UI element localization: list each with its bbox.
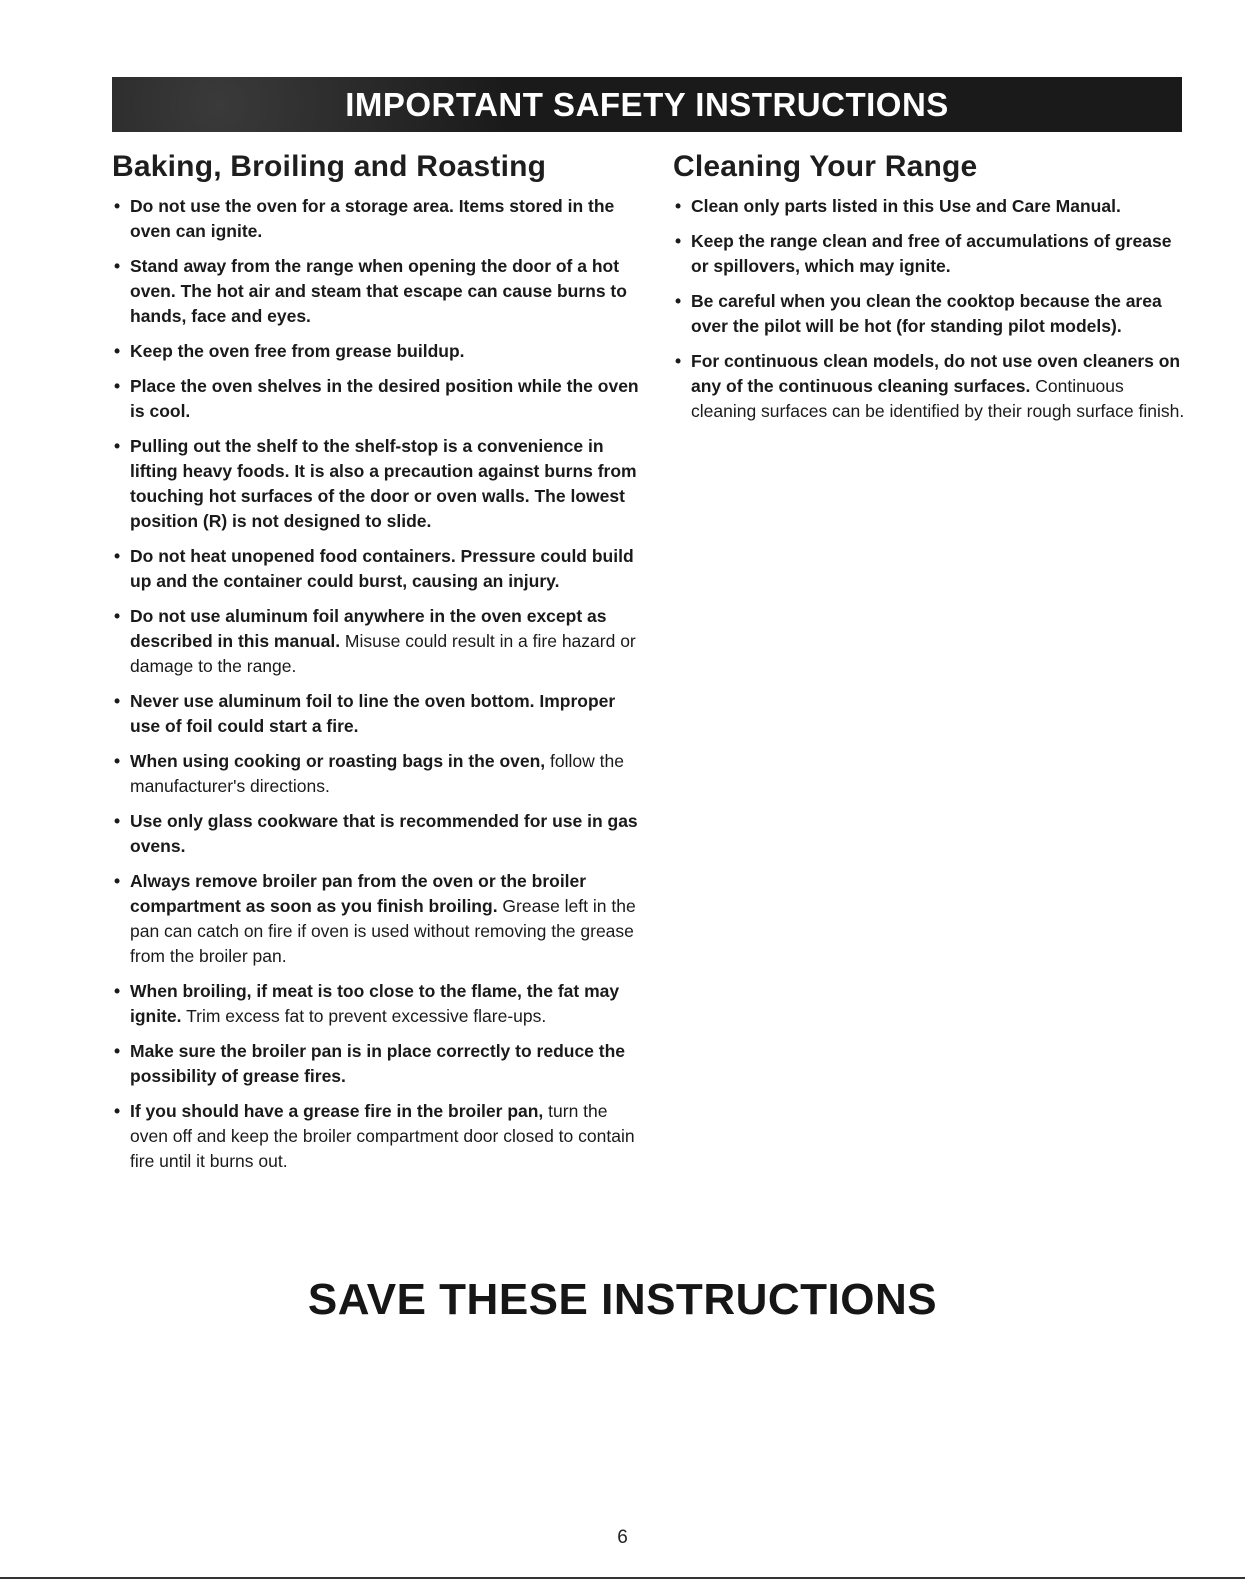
list-item: • Make sure the broiler pan is in place correctly to reduce the possibility of grease fires. (112, 1039, 647, 1089)
list-item: • Be careful when you clean the cooktop because the area over the pilot will be hot (for standing pilot models). (673, 289, 1193, 339)
list-item: • Never use aluminum foil to line the oven bottom. Improper use of foil could start a fire. (112, 689, 647, 739)
list-item: • Use only glass cookware that is recommended for use in gas ovens. (112, 809, 647, 859)
save-instructions-heading: SAVE THESE INSTRUCTIONS (307, 1275, 938, 1324)
section-heading-cleaning: Cleaning Your Range (673, 150, 978, 183)
list-item: • Always remove broiler pan from the oven or the broiler compartment as soon as you finish broiling. Grease left in the pan can catch on fire if oven is used without removing the grease from the broiler pan. (112, 869, 647, 969)
list-item: • Place the oven shelves in the desired position while the oven is cool. (112, 374, 647, 424)
cleaning-section (673, 150, 1193, 434)
page-number: 6 (617, 1527, 628, 1548)
list-item: • When using cooking or roasting bags in the oven, follow the manufacturer's directions. (112, 749, 647, 799)
list-item: • Stand away from the range when opening the door of a hot oven. The hot air and steam that escape can cause burns to hands, face and eyes. (112, 254, 647, 329)
list-item: • Keep the oven free from grease buildup. (112, 339, 647, 364)
safety-banner (112, 77, 1182, 132)
list-item: • Keep the range clean and free of accumulations of grease or spillovers, which may ignite. (673, 229, 1193, 279)
list-item: • Do not use aluminum foil anywhere in the oven except as described in this manual. Misuse could result in a fire hazard or damage to the range. (112, 604, 647, 679)
list-item: • Do not use the oven for a storage area. Items stored in the oven can ignite. (112, 194, 647, 244)
list-item: • For continuous clean models, do not use oven cleaners on any of the continuous cleaning surfaces. Continuous cleaning surfaces can be identified by their rough surface finish. (673, 349, 1193, 424)
list-item: • Do not heat unopened food containers. Pressure could build up and the container could burst, causing an injury. (112, 544, 647, 594)
list-item: • If you should have a grease fire in the broiler pan, turn the oven off and keep the broiler compartment door closed to contain fire until it burns out. (112, 1099, 647, 1174)
list-item: • Pulling out the shelf to the shelf-stop is a convenience in lifting heavy foods. It is also a precaution against burns from touching hot surfaces of the door or oven walls. The lowest position (R) is not designed to slide. (112, 434, 647, 534)
bottom-rule (0, 1577, 1245, 1579)
cleaning-list (673, 194, 1193, 424)
list-item: • When broiling, if meat is too close to the flame, the fat may ignite. Trim excess fat to prevent excessive flare-ups. (112, 979, 647, 1029)
banner-title: IMPORTANT SAFETY INSTRUCTIONS (345, 85, 949, 123)
list-item: • Clean only parts listed in this Use and Care Manual. (673, 194, 1193, 219)
baking-list (112, 194, 647, 1174)
baking-section (112, 150, 647, 1184)
section-heading-baking: Baking, Broiling and Roasting (112, 150, 547, 183)
